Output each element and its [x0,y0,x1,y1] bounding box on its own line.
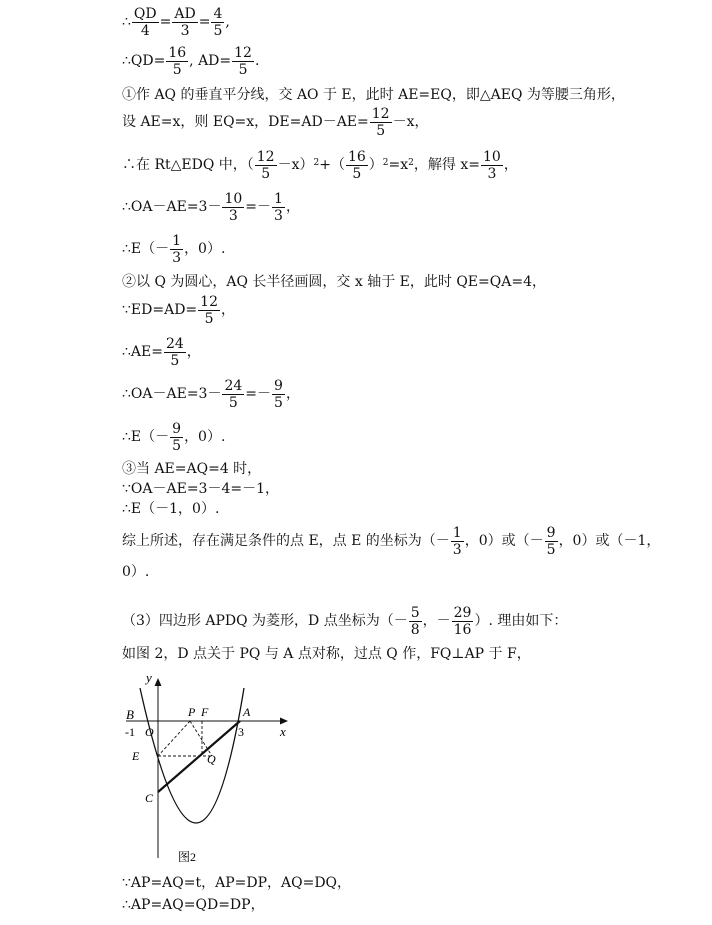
line-14 [122,480,279,498]
num: AD [174,5,196,22]
num: 24 [165,335,184,352]
text: , AD= [189,53,232,69]
den: 5 [172,61,182,78]
num: 16 [347,148,366,165]
fraction [170,421,183,454]
label-y: y [146,670,152,685]
den: 5 [238,61,248,78]
text: ∴在 Rt△EDQ 中，（ [122,157,254,173]
den: 3 [228,207,238,224]
line-1 [122,5,230,39]
line-12 [122,420,225,454]
num: 9 [274,377,283,394]
den: 5 [213,22,223,39]
text: －x） [277,157,314,173]
fraction [222,378,244,411]
line-9 [122,293,235,327]
fraction [272,191,285,224]
figure-caption: 图2 [178,850,197,864]
text: ①作 AQ 的垂直平分线，交 AO 于 E，此时 AE=EQ，即△AEQ 为等腰三角形， [122,87,625,103]
text: ③当 AE=AQ=4 时， [122,461,262,477]
text: ， [285,199,300,215]
fraction [272,378,285,411]
line-10 [122,335,201,369]
line-21 [122,896,265,914]
text: ∵OA－AE=3－4=－1， [122,481,280,497]
num: 24 [224,377,243,394]
den: 5 [546,541,556,558]
text: = [198,14,211,30]
text: ， [220,302,235,318]
text: 综上所述，存在满足条件的点 E，点 E 的坐标为（－ [122,533,450,549]
text: ，0）. [184,429,226,445]
label-a: A [243,705,251,719]
dashed-lines [158,721,240,756]
text: ） [368,157,383,173]
text: ②以 Q 为圆心，AQ 长半径画圆，交 x 轴于 E，此时 QE=QA=4， [122,274,546,290]
fraction [545,525,558,558]
fraction [452,605,474,638]
num: 29 [453,604,472,621]
den: 3 [274,207,283,224]
label-c: C [145,791,154,805]
fraction [232,45,254,78]
text: , [225,14,230,30]
den: 5 [170,352,180,369]
text: ∴AP=AQ=QD=DP， [122,897,265,913]
num: 5 [410,604,420,621]
text: ∵ED=AD= [122,302,198,318]
y-axis-arrow [155,678,162,686]
text: 设 AE=x，则 EQ=x，DE=AD－AE= [122,114,369,130]
num: 10 [482,148,501,165]
text: ， [503,157,518,173]
fraction [211,6,224,39]
den: 3 [180,22,190,39]
fraction [164,336,186,369]
num: 9 [172,420,182,437]
num: 4 [213,5,223,22]
text: =－ [245,199,272,215]
den: 5 [261,165,271,182]
den: 5 [352,165,362,182]
fraction [370,106,392,139]
line-20 [122,874,351,892]
line-11 [122,377,300,411]
text: ， [285,386,300,402]
text: . [254,53,260,69]
text: ， [186,344,201,360]
dash-p-e [158,721,190,756]
line-19 [122,645,531,663]
den: 5 [376,122,386,139]
num: 1 [452,524,462,541]
text: ∵AP=AQ=t，AP=DP，AQ=DQ， [122,875,352,891]
exponent: 2 [382,158,389,168]
figure-2 [118,668,318,868]
label-e: E [132,749,140,763]
den: 3 [172,249,182,266]
line-15 [122,500,219,518]
line-17 [122,563,149,581]
fraction [132,6,159,39]
line-2 [122,44,259,78]
den: 3 [487,165,497,182]
text: =－ [245,386,272,402]
num: 9 [546,524,556,541]
num: 16 [168,44,187,61]
label-p: P [188,705,196,719]
den: 5 [274,394,283,411]
text: =x [388,157,409,173]
line-4 [122,105,428,139]
fraction [409,605,422,638]
den: 5 [172,437,182,454]
exponent: 2 [408,158,414,168]
label-o: O [145,725,154,739]
text: +（ [319,157,345,173]
fraction [451,525,464,558]
den: 16 [453,621,472,638]
den: 5 [228,394,238,411]
den: 5 [204,310,214,327]
fraction [166,45,188,78]
label-f: F [201,705,209,719]
text: ，0）或（－ [464,533,544,549]
text: ∴OA－AE=3－ [122,199,222,215]
num: 10 [224,190,243,207]
text: ∴E（－ [122,241,170,257]
line-18 [122,604,567,638]
segment-ca [158,721,240,792]
text: ，－ [422,613,451,629]
num: QD [133,5,157,22]
text: ∴QD= [122,53,166,69]
num: 1 [172,232,182,249]
line-13 [122,460,261,478]
text: 0）. [122,564,150,580]
num: 1 [274,190,283,207]
text: －x， [392,114,429,130]
line-3 [122,86,625,104]
fraction [198,294,220,327]
text: ∴E（－ [122,429,170,445]
text: ∴OA－AE=3－ [122,386,222,402]
fraction [172,6,197,39]
num: 12 [256,148,275,165]
num: 12 [200,293,218,310]
den: 8 [410,621,420,638]
text: ∴AE= [122,344,163,360]
exponent: 2 [313,158,320,168]
den: 3 [452,541,462,558]
text: ）. 理由如下： [474,613,568,629]
label-neg1: -1 [125,725,135,739]
fraction [346,149,368,182]
num: 12 [234,44,252,61]
fraction [222,191,244,224]
label-x: x [280,724,286,739]
line-7 [122,232,225,266]
fraction [481,149,503,182]
text: ∴E（－1，0）. [122,501,220,517]
fraction [170,233,183,266]
text: ∴ [122,14,131,30]
text: ，0）. [184,241,226,257]
label-b: B [126,707,134,722]
text: （3）四边形 APDQ 为菱形，D 点坐标为（－ [122,613,408,629]
line-6 [122,190,300,224]
fraction [255,149,277,182]
dash-p-q [190,721,212,756]
den: 4 [140,22,150,39]
text: 如图 2，D 点关于 PQ 与 A 点对称，过点 Q 作，FQ⊥AP 于 F， [122,646,531,662]
text: ，0）或（－1， [558,533,661,549]
line-5 [122,148,518,182]
label-three: 3 [238,725,244,739]
num: 12 [371,105,390,122]
text: = [159,14,172,30]
line-8 [122,273,546,291]
line-16 [122,524,660,558]
label-q: Q [207,752,216,766]
text: ，解得 x= [413,157,480,173]
